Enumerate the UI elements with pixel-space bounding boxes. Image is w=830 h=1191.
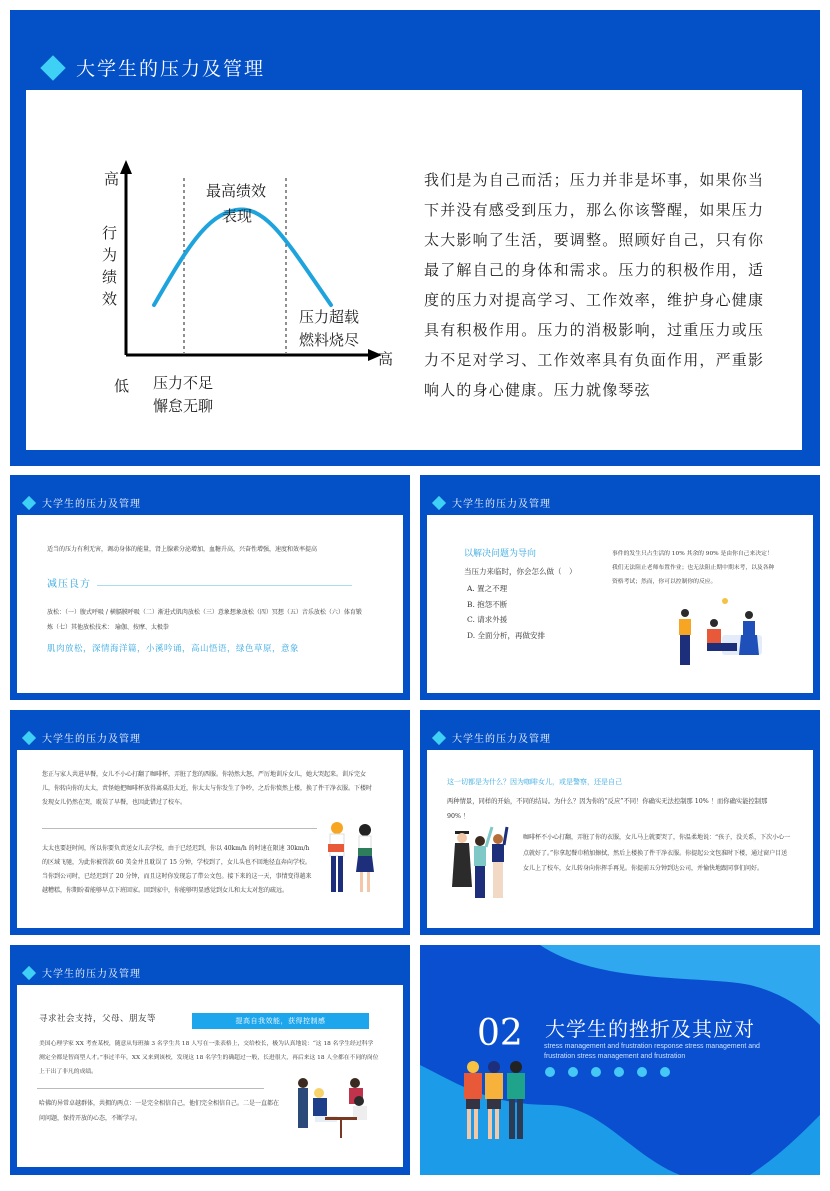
slide-6 — [10, 945, 410, 1175]
slide-title: 大学生的压力及管理 — [76, 58, 266, 80]
diamond-icon — [40, 55, 65, 80]
stress-description: 我们是为自己而活；压力并非是坏事，如果你当下并没有感受到压力，那么你该警醒，如果压力太大影响了生活，要调整。照顾好自己，只有你最了解自己的身体和需求。压力的积极作用，适度的压力对提高学习、工作效率，维护身心健康具有积极作用。压力的消极影响，过重压力或压力不足对学习、工作效率具有负面作用，严重影响人的身心健康。压力就像琴弦 — [424, 171, 765, 399]
options-list — [467, 581, 545, 643]
y-axis-char: 绩 — [102, 268, 118, 286]
option-a[interactable]: A. 置之不理 — [467, 584, 508, 593]
harvard-paragraph: 哈佛的异常卓越群体，共拥的两点：一是完全相信自己，他们完全相信自己。二是一直都在问问题，保持开放的心态，不断学习。 — [39, 1100, 280, 1122]
diamond-icon — [22, 495, 36, 509]
option-d[interactable]: D. 全面分析，再做安排 — [467, 630, 546, 640]
side-text: 事件的发生只占生活的 10% 其余的 90% 是由你自己来决定！我们无法阻止老师布置作业；也无法阻止期中期末考，以及各种资格考试；然而，你可以控制你的反应。 — [612, 551, 775, 585]
section-title: 这一切都是为什么？因为咖啡女儿，或是警察，还是自己 — [447, 778, 622, 786]
highlight-text: 肌肉放松，深情海洋篇，小溪吟诵，高山悟语，绿色草原，意象 — [47, 644, 300, 654]
stressed-students-illustration-icon — [458, 1055, 538, 1145]
slide-header — [44, 54, 265, 81]
dot-indicator — [637, 1067, 647, 1077]
section-title: 寻求社会支持，父母、朋友等 — [39, 1014, 157, 1024]
diamond-icon — [432, 495, 446, 509]
paragraph-1: 两种情景，同样的开始，不同的结局。为什么？因为你的“反应”不同！你确实无法控制那 10% ！而你确实能控制那 90% ！ — [447, 798, 768, 820]
slide-header — [24, 730, 141, 745]
study-paragraph: 美国心理学家 XX 考查某校，随意从每班抽 3 名学生共 18 人写在一张表格上，交给校长，极为认真地说：“这 18 名学生经过科学测定全都是智商型人才。”事过半年，XX 又来到该校，发现这 18 名学生的确超过一般，长进很大，再后来这 18 人全都在不同的岗位上干出了非凡的成绩。 — [39, 1041, 379, 1075]
paragraph-2: 咖啡杯不小心打翻，弄脏了你的衣服，女儿马上就要哭了，你温柔地说：“孩子，没关系，下次小心一点就好了。”你拿起餐巾稍加擦拭，然后上楼换了件干净衣服。你提起公文包准时下楼，通过窗户目送女儿上了校车，女儿转身向你挥手再见。你提前五分钟到达公司，并愉快地跟同事们问好。 — [523, 834, 791, 872]
section-title: 大学生的挫折及其应对 — [545, 1017, 755, 1041]
underload-label-2: 懈怠无聊 — [153, 397, 214, 415]
graduates-illustration-icon — [452, 825, 517, 907]
content-panel — [17, 985, 403, 1167]
section-number: 02 — [477, 1013, 523, 1054]
diamond-icon — [22, 730, 36, 744]
dot-indicator — [568, 1067, 578, 1077]
y-axis-high-label: 高 — [104, 170, 120, 188]
slide-header — [434, 730, 551, 745]
content-panel — [26, 90, 802, 450]
dot-indicator — [660, 1067, 670, 1077]
underload-label-1: 压力不足 — [153, 374, 214, 392]
slide-title: 大学生的压力及管理 — [42, 734, 141, 745]
slide-4 — [10, 710, 410, 935]
slide-3 — [420, 475, 820, 700]
divider — [37, 1088, 264, 1089]
dot-indicator — [545, 1067, 555, 1077]
diamond-icon — [22, 965, 36, 979]
dot-indicator — [614, 1067, 624, 1077]
option-c[interactable]: C. 请求外援 — [467, 615, 508, 624]
content-panel — [17, 515, 403, 693]
section-title: 以解决问题为导向 — [464, 549, 537, 559]
slide-title: 大学生的压力及管理 — [42, 969, 141, 980]
divider — [42, 828, 317, 829]
section-title: 减压良方 — [47, 579, 91, 590]
scenario-paragraph-1: 您正与家人共进早餐，女儿不小心打翻了咖啡杯，弄脏了您的西服。你勃然大怒，严厉地训斥女儿，她大哭起来。训斥完女儿，你转向你的太太，责怪她把咖啡杯放得离桌沿太近，你太太与你发生了争吵，之后你愤然上楼，换了件干净衣服。下楼时发现女儿仍然在哭，耽误了早餐，也因此错过了校车。 — [42, 771, 373, 806]
y-axis-char: 行 — [102, 224, 118, 242]
banner-label: 提高自我效能，获得控制感 — [192, 1013, 369, 1029]
content-panel — [427, 515, 813, 693]
scenario-paragraph-2: 太太也要赶时间，所以你要负责送女儿去学校，由于已经迟到，你以 40km/h 的时速在限速 30km/h 的区域飞驰，为此你被罚款 60 美金并且耽误了 15 分钟，学校到了，女儿头也不回地径直奔向学校。当你到公司时，已经迟到了 20 分钟，而且这时你发现忘了带公文包。接下来的这一天，事情变得越来越糟糕，你期盼着能够早点下班回家。回到家中，你能够明显感觉到女儿和太太对您的疏远。 — [42, 845, 312, 894]
dot-indicator — [591, 1067, 601, 1077]
slide-header — [24, 495, 141, 510]
peak-label-2: 表现 — [222, 207, 253, 225]
stress-performance-chart — [86, 160, 406, 420]
overload-label-1: 压力超载 — [299, 308, 360, 326]
slide-7-section-cover — [420, 945, 820, 1175]
intro-text: 适当的压力有利无害，调动身体的能量，肾上腺素分泌增加，血糖升高，兴奋性增强，速度和效率提高 — [47, 546, 318, 553]
question-text: 当压力来临时，你会怎么做（ ） — [464, 567, 577, 576]
team-illustration-icon — [667, 595, 777, 685]
slide-2 — [10, 475, 410, 700]
x-axis-high-label: 高 — [378, 350, 394, 368]
discussion-illustration-icon — [295, 1075, 385, 1140]
slide-header — [434, 495, 551, 510]
overload-label-2: 燃料烧尽 — [299, 331, 360, 349]
y-axis-char: 效 — [102, 290, 118, 308]
content-panel — [427, 750, 813, 928]
students-illustration-icon — [322, 820, 382, 900]
slide-1 — [10, 10, 820, 466]
methods-text: 放松：（一）腹式呼吸 / 横膈膜呼吸（二）渐进式肌肉放松（三）意象想象放松（四）冥想（五）音乐放松（六）体育锻炼（七）其他放松技术： 瑜伽、按摩、太极拳 — [47, 609, 362, 631]
content-panel — [17, 750, 403, 928]
section-divider — [97, 585, 352, 586]
slide-title: 大学生的压力及管理 — [42, 499, 141, 510]
diamond-icon — [432, 730, 446, 744]
y-axis-title — [102, 222, 118, 310]
slide-header — [24, 965, 141, 980]
option-b[interactable]: B. 抱怨不断 — [467, 599, 508, 609]
slide-5 — [420, 710, 820, 935]
origin-low-label: 低 — [114, 377, 130, 395]
peak-label-1: 最高绩效 — [206, 182, 267, 200]
slide-title: 大学生的压力及管理 — [452, 499, 551, 510]
y-axis-char: 为 — [102, 246, 118, 264]
slide-title: 大学生的压力及管理 — [452, 734, 551, 745]
section-subtitle: stress management and frustration response stress management and frustration stress management and frustration — [544, 1043, 760, 1060]
